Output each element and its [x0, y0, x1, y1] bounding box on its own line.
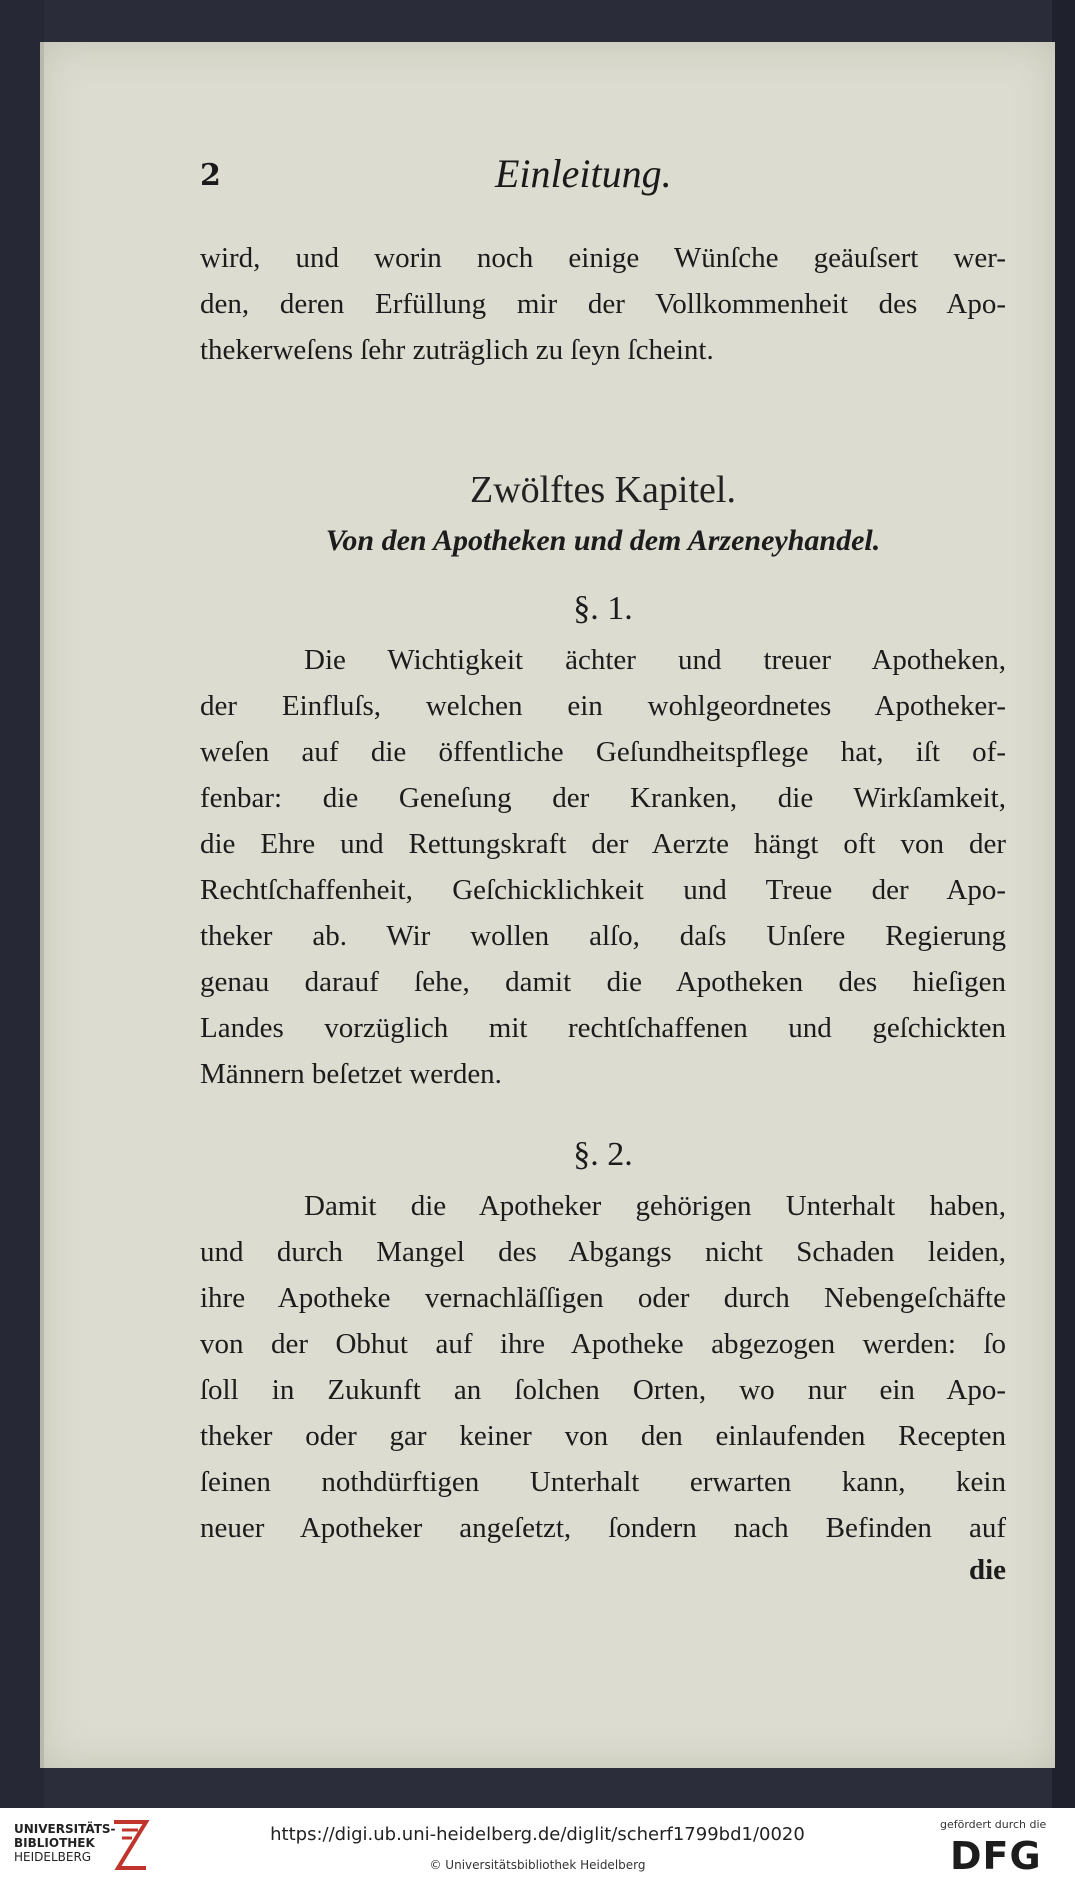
- chapter-title: Zwölftes Kapitel.: [470, 469, 736, 511]
- section-2-mark: §. 2.: [573, 1136, 633, 1173]
- section-2-line: ſoll in Zukunft an ſolchen Orten, wo nur ein Apo-: [200, 1374, 1006, 1406]
- catchword: die: [968, 1554, 1006, 1586]
- running-head: [200, 150, 1000, 210]
- scan-background-top: [0, 0, 1075, 42]
- page-edge: [40, 42, 44, 1768]
- section-1-line: Rechtſchaffenheit, Geſchicklichkeit und Treue der Apo-: [200, 874, 1006, 906]
- section-2-line: und durch Mangel des Abgangs nicht Schaden leiden,: [200, 1236, 1006, 1268]
- intro-line: wird, und worin noch einige Wünſche geäuſsert wer-: [200, 242, 1006, 274]
- scan-background-right: [1052, 0, 1075, 1808]
- chapter-subtitle: Von den Apotheken und dem Arzeneyhandel.: [325, 524, 881, 557]
- library-name-line: BIBLIOTHEK: [14, 1836, 95, 1850]
- library-name-line: HEIDELBERG: [14, 1850, 92, 1864]
- section-1-line: Landes vorzüglich mit rechtſchaffenen und geſchickten: [200, 1012, 1006, 1044]
- section-2-line: theker oder gar keiner von den einlaufenden Recepten: [200, 1420, 1006, 1452]
- section-2-line: ſeinen nothdürftigen Unterhalt erwarten kann, kein: [200, 1466, 1006, 1498]
- section-2-line: neuer Apotheker angeſetzt, ſondern nach Befinden auf: [200, 1512, 1006, 1544]
- running-head-title: Einleitung.: [495, 151, 672, 196]
- section-1-line: Männern beſetzet werden.: [200, 1058, 502, 1090]
- library-name-line: UNIVERSITÄTS-: [14, 1822, 116, 1836]
- section-1-line: fenbar: die Geneſung der Kranken, die Wirkſamkeit,: [200, 782, 1006, 814]
- section-1-line: Die Wichtigkeit ächter und treuer Apotheken,: [304, 644, 1006, 676]
- section-2-line: ihre Apotheke vernachläſſigen oder durch Nebengeſchäfte: [200, 1282, 1006, 1314]
- section-1-line: der Einfluſs, welchen ein wohlgeordnetes Apotheker-: [200, 690, 1006, 722]
- section-1-line: theker ab. Wir wollen alſo, daſs Unſere Regierung: [200, 920, 1006, 952]
- section-1-line: die Ehre und Rettungskraft der Aerzte hängt oft von der: [200, 828, 1006, 860]
- scan-background-left: [0, 0, 44, 1808]
- dfg-logo: DFG: [950, 1834, 1042, 1878]
- funder-note: gefördert durch die: [940, 1818, 1047, 1831]
- section-1-mark: §. 1.: [573, 590, 633, 627]
- intro-line: den, deren Erfüllung mir der Vollkommenheit des Apo-: [200, 288, 1006, 320]
- section-2-line: Damit die Apotheker gehörigen Unterhalt haben,: [304, 1190, 1006, 1222]
- section-2-line: von der Obhut auf ihre Apotheke abgezogen werden: ſo: [200, 1328, 1006, 1360]
- intro-line: thekerweſens ſehr zuträglich zu ſeyn ſcheint.: [200, 334, 714, 366]
- page-number: 2: [200, 158, 221, 193]
- section-1-line: weſen auf die öffentliche Geſundheitspflege hat, iſt of-: [200, 736, 1006, 768]
- section-1-line: genau darauf ſehe, damit die Apotheken des hieſigen: [200, 966, 1006, 998]
- permalink-url[interactable]: https://digi.ub.uni-heidelberg.de/diglit/scherf1799bd1/0020: [270, 1824, 805, 1845]
- viewer-footer: [0, 1808, 1075, 1886]
- copyright-notice: © Universitätsbibliothek Heidelberg: [429, 1858, 646, 1872]
